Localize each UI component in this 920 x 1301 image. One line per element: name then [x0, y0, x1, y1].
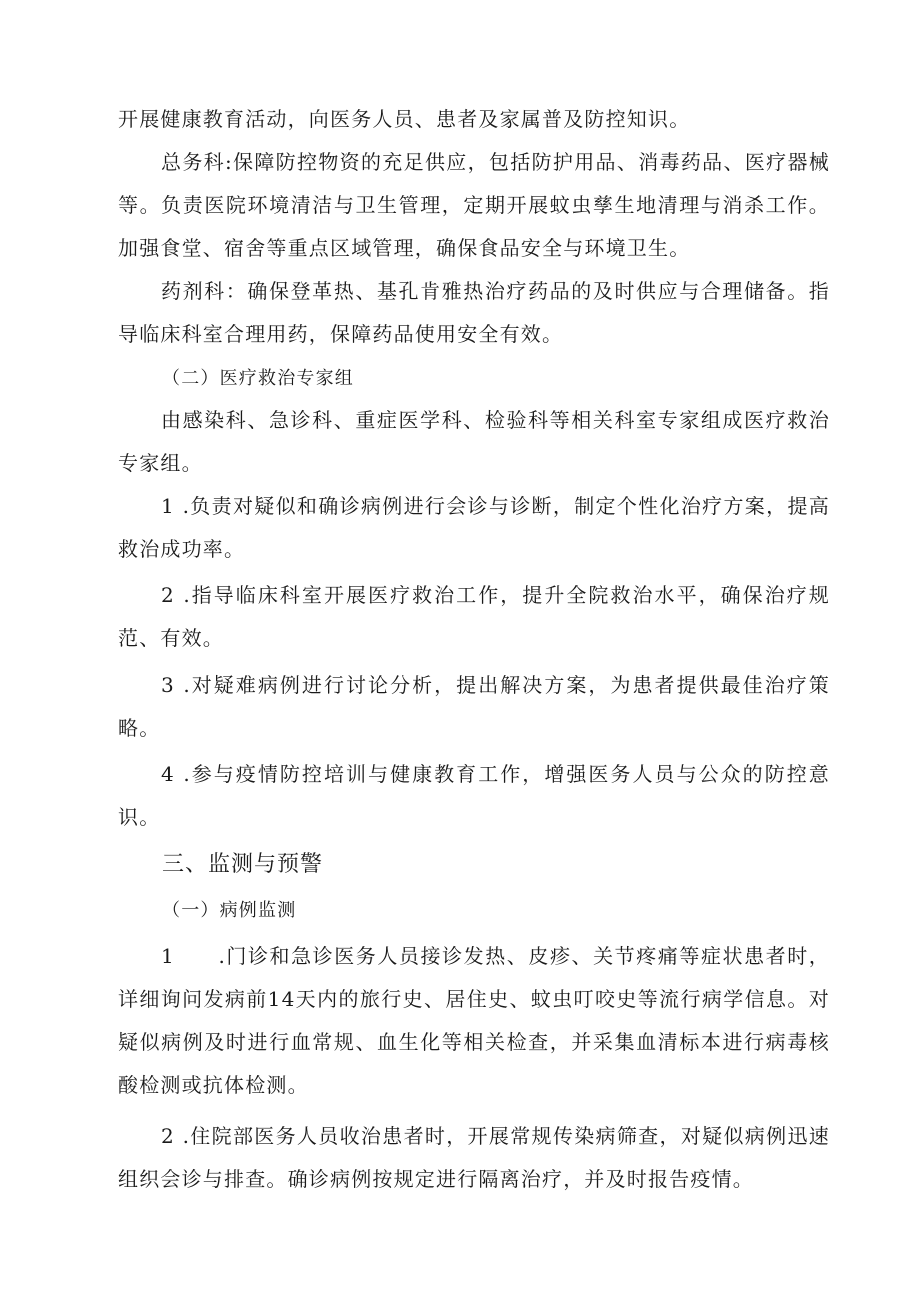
- paragraph-inpatient-monitoring: 2 .住院部医务人员收治患者时，开展常规传染病筛查，对疑似病例迅速组织会诊与排查。确诊病例按规定进行隔离治疗，并及时报告疫情。: [118, 1124, 830, 1191]
- subheading-expert-group: （二）医疗救治专家组: [162, 368, 354, 389]
- list-item-3: 3 .对疑难病例进行讨论分析，提出解决方案，为患者提供最佳治疗策略。: [118, 673, 830, 740]
- paragraph-pharmacy: 药剂科：确保登革热、基孔肯雅热治疗药品的及时供应与合理储备。指导临床科室合理用药，保障药品使用安全有效。: [118, 279, 830, 346]
- list-item-4: 4 .参与疫情防控培训与健康教育工作，增强医务人员与公众的防控意识。: [118, 762, 830, 829]
- paragraph-general-affairs: 总务科:保障防控物资的充足供应，包括防护用品、消毒药品、医疗器械等。负责医院环境清洁与卫生管理，定期开展蚊虫孳生地清理与消杀工作。加强食堂、宿舍等重点区域管理，确保食品安全与环境卫生。: [118, 150, 830, 260]
- paragraph-expert-group-intro: 由感染科、急诊科、重症医学科、检验科等相关科室专家组成医疗救治专家组。: [118, 408, 830, 475]
- section-heading-monitoring: 三、监测与预警: [162, 852, 324, 877]
- paragraph-outpatient-monitoring: 1 .门诊和急诊医务人员接诊发热、皮疹、关节疼痛等症状患者时，详细询问发病前14天内的旅行史、居住史、蚊虫叮咬史等流行病学信息。对疑似病例及时进行血常规、血生化等相关检查，并采集血清标本进行病毒核酸检测或抗体检测。: [118, 944, 830, 1097]
- paragraph-health-education: 开展健康教育活动，向医务人员、患者及家属普及防控知识。: [118, 107, 691, 131]
- subheading-case-monitoring: （一）病例监测: [162, 900, 297, 921]
- list-item-1: 1 .负责对疑似和确诊病例进行会诊与诊断，制定个性化治疗方案，提高救治成功率。: [118, 494, 830, 561]
- list-item-2: 2 .指导临床科室开展医疗救治工作，提升全院救治水平，确保治疗规范、有效。: [118, 583, 830, 650]
